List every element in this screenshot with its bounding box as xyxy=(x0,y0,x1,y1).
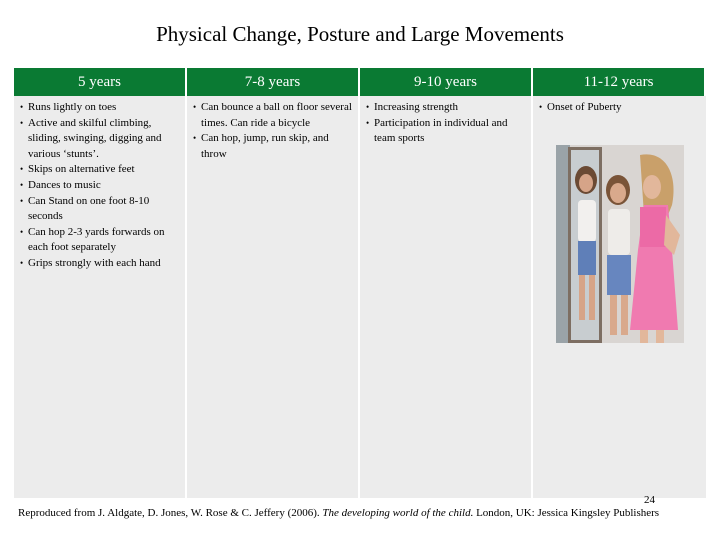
photo-illustration xyxy=(556,145,684,343)
column-header-5-years: 5 years xyxy=(14,68,187,96)
list-item: • Grips strongly with each hand xyxy=(20,256,179,272)
column-header-7-8-years: 7-8 years xyxy=(187,68,360,96)
bullet-list xyxy=(366,100,525,147)
list-item: • Can hop 2-3 yards forwards on each foot separately xyxy=(20,225,179,256)
list-item: • Participation in individual and team sports xyxy=(366,116,525,147)
column-header-11-12-years: 11-12 years xyxy=(533,68,706,96)
list-item: • Runs lightly on toes xyxy=(20,100,179,116)
column-cell-9-10-years xyxy=(360,96,533,498)
caption-book-title: The developing world of the child. xyxy=(322,507,474,519)
caption-prefix: Reproduced from J. Aldgate, D. Jones, W. Rose & C. Jeffery (2006). xyxy=(18,507,323,519)
mirror-girl-photo xyxy=(556,145,684,343)
bullet-list xyxy=(20,100,179,272)
page-number: 24 xyxy=(644,494,655,506)
bullet-list xyxy=(193,100,352,162)
list-item: • Can hop, jump, run skip, and throw xyxy=(193,131,352,162)
slide-title: Physical Change, Posture and Large Movements xyxy=(156,22,564,46)
list-item: • Increasing strength xyxy=(366,100,525,116)
list-item: • Active and skilful climbing, sliding, swinging, digging and various ‘stunts’. xyxy=(20,116,179,163)
bullet-list xyxy=(539,100,700,116)
column-cell-7-8-years xyxy=(187,96,360,498)
caption-suffix: London, UK: Jessica Kingsley Publishers xyxy=(473,507,660,519)
list-item: • Can bounce a ball on floor several times. Can ride a bicycle xyxy=(193,100,352,131)
list-item: • Dances to music xyxy=(20,178,179,194)
list-item: • Onset of Puberty xyxy=(539,100,700,116)
column-cell-5-years xyxy=(14,96,187,498)
list-item: • Can Stand on one foot 8-10 seconds xyxy=(20,194,179,225)
source-caption xyxy=(18,505,698,521)
list-item: • Skips on alternative feet xyxy=(20,162,179,178)
column-header-9-10-years: 9-10 years xyxy=(360,68,533,96)
